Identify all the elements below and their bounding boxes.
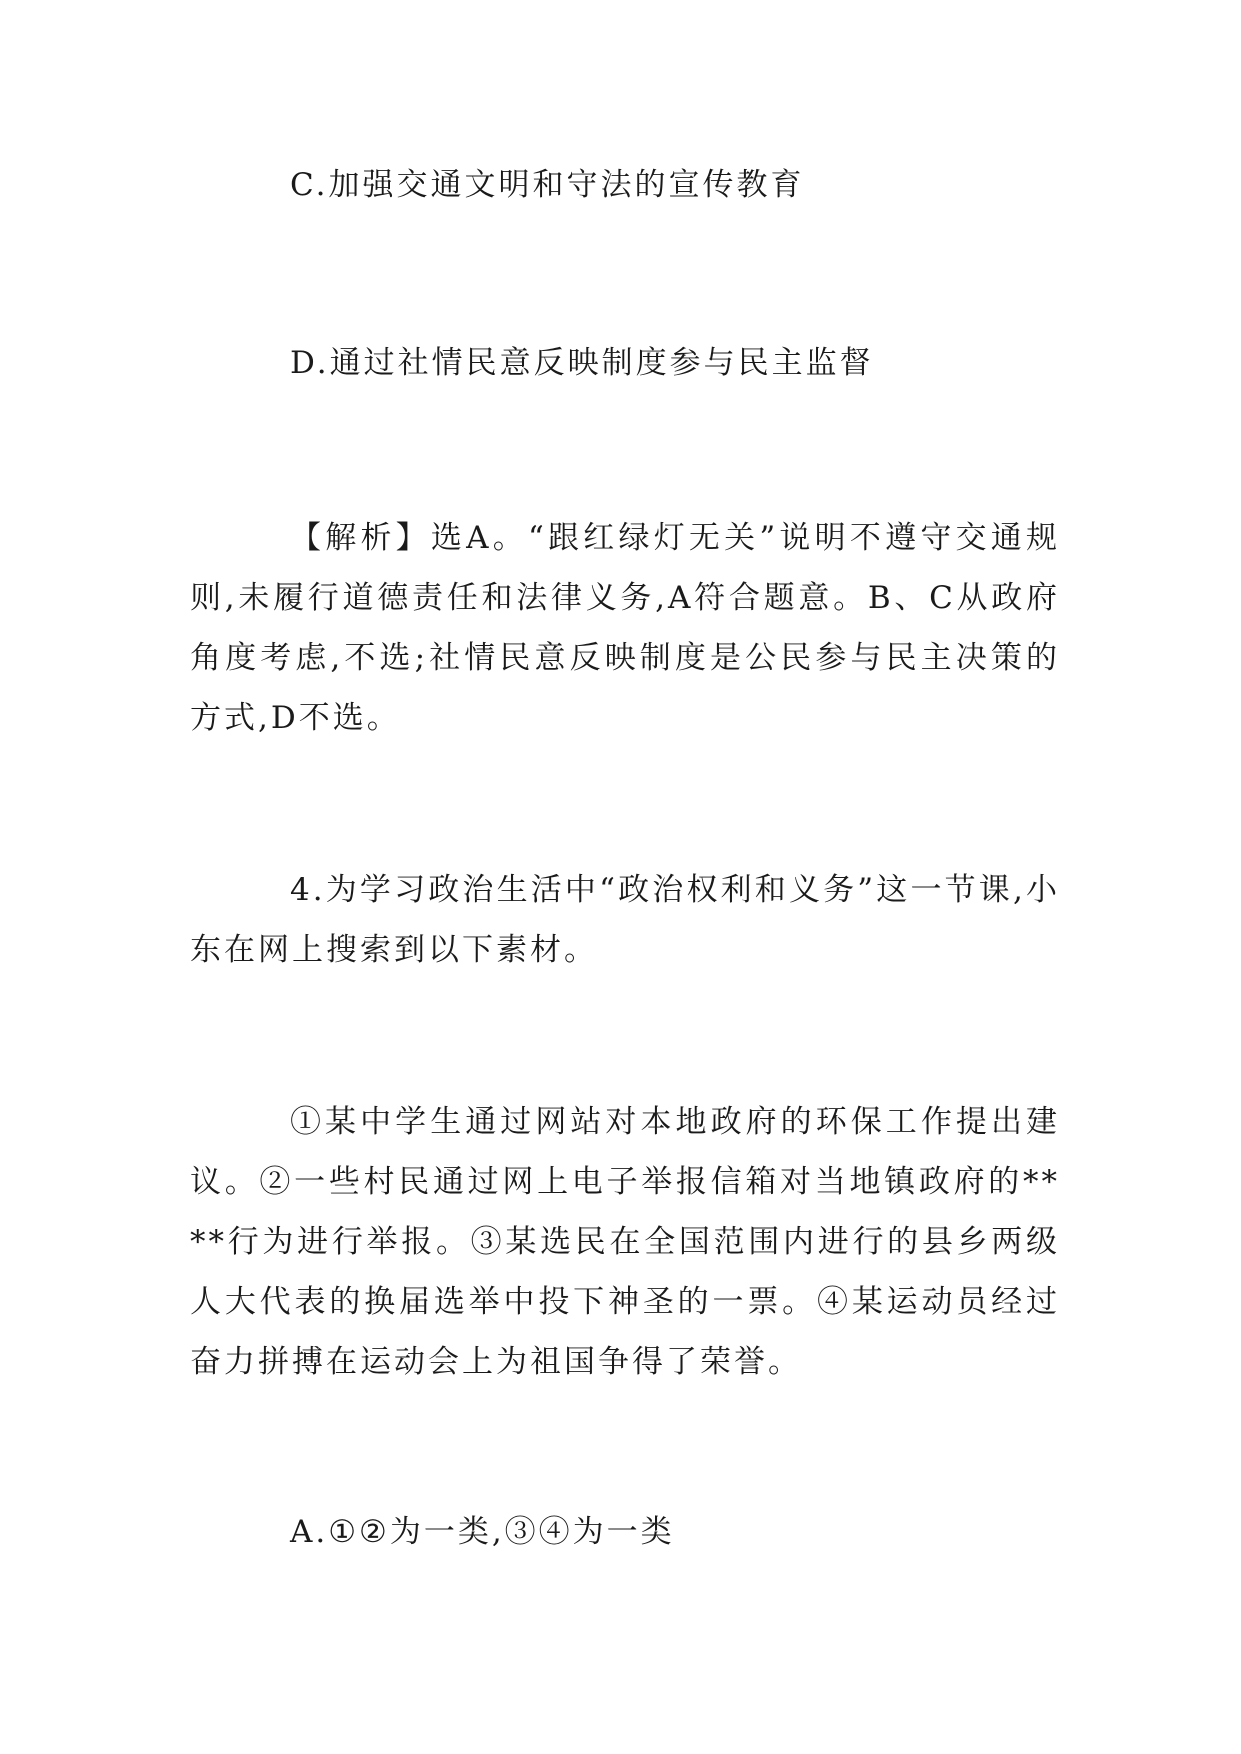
option-c-text: C.加强交通文明和守法的宣传教育 — [290, 167, 805, 203]
question-4-stem: 4.为学习政治生活中“政治权利和义务”这一节课,小东在网上搜索到以下素材。 — [190, 872, 1060, 968]
option-d-text: D.通过社情民意反映制度参与民主监督 — [290, 345, 874, 381]
materials-paragraph: ①某中学生通过网站对本地政府的环保工作提出建议。②一些村民通过网上电子举报信箱对当地镇政府的****行为进行举报。③某选民在全国范围内进行的县乡两级人大代表的换届选举中投下神圣的一票。④某运动员经过奋力拼搏在运动会上为祖国争得了荣誉。 — [190, 1104, 1060, 1380]
option-a-text: A.①②为一类,③④为一类 — [290, 1514, 675, 1550]
analysis-paragraph: 【解析】选A。“跟红绿灯无关”说明不遵守交通规则,未履行道德责任和法律义务,A符合题意。B、C从政府角度考虑,不选;社情民意反映制度是公民参与民主决策的方式,D不选。 — [190, 520, 1060, 736]
